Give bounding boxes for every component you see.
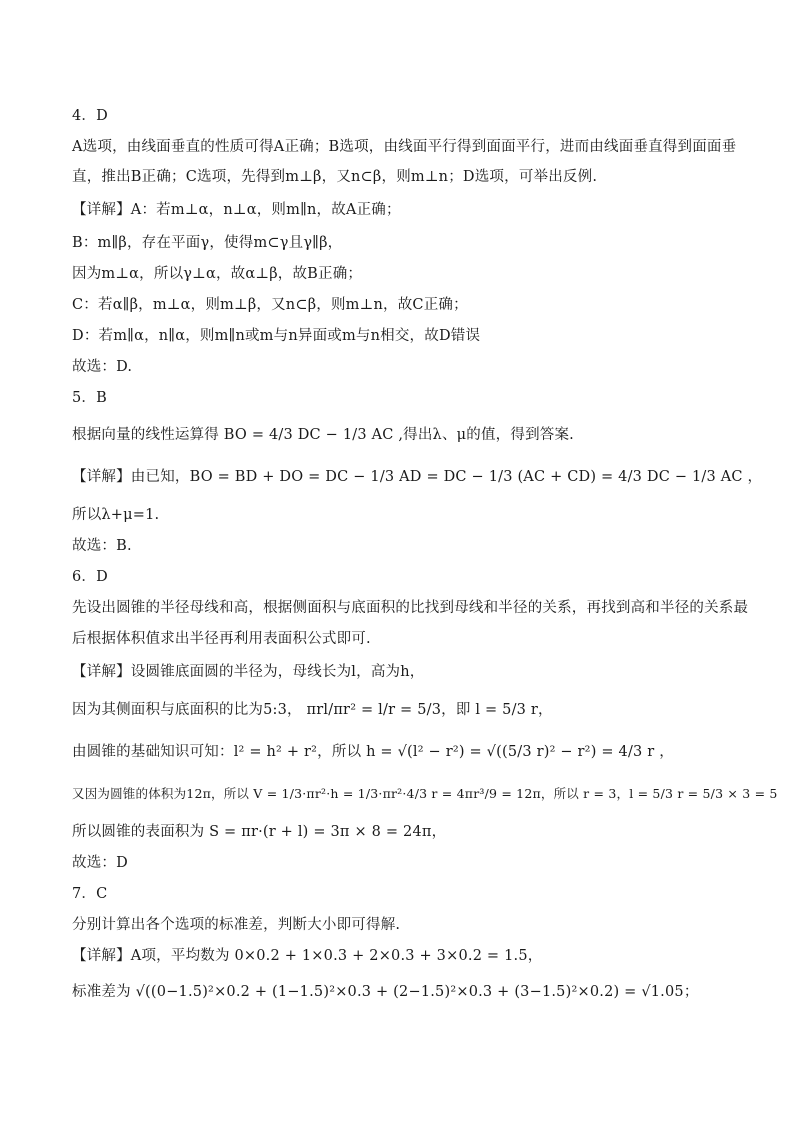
answer-5-heading: 5．B bbox=[72, 390, 107, 406]
answer-7-heading: 7．C bbox=[72, 886, 108, 902]
answer-7-analysis: 分别计算出各个选项的标准差，判断大小即可得解. bbox=[72, 917, 401, 933]
answer-5-result: 所以λ+μ=1. bbox=[72, 507, 160, 523]
answer-6-heading: 6．D bbox=[72, 569, 108, 585]
answer-4-detail-b-cont: 因为m⊥α，所以γ⊥α，故α⊥β，故B正确； bbox=[72, 266, 363, 282]
answer-6-detail-volume: 又因为圆锥的体积为12π，所以 V = 1/3·πr²·h = 1/3·πr²·4/3 r = 4πr³/9 = 12π，所以 r = 3，l = 5/3 r = 5/3 × 3 = 5 bbox=[72, 786, 778, 801]
answer-4-detail-c: C：若α∥β，m⊥α，则m⊥β，又n⊂β，则m⊥n，故C正确； bbox=[72, 297, 468, 313]
answer-7-detail-std: 标准差为 √((0−1.5)²×0.2 + (1−1.5)²×0.3 + (2−1.5)²×0.3 + (3−1.5)²×0.2) = √1.05； bbox=[72, 984, 699, 1000]
answer-4-heading: 4．D bbox=[72, 108, 108, 124]
answer-6-detail-ratio: 因为其侧面积与底面积的比为5:3， πrl/πr² = l/r = 5/3，即 l = 5/3 r， bbox=[72, 702, 553, 718]
answer-4-analysis-line-2: 直，推出B正确；C选项，先得到m⊥β，又n⊂β，则m⊥n；D选项，可举出反例. bbox=[72, 169, 598, 185]
answer-6-analysis-line-2: 后根据体积值求出半径再利用表面积公式即可. bbox=[72, 631, 371, 647]
answer-6-detail-height: 由圆锥的基础知识可知：l² = h² + r²，所以 h = √(l² − r²) = √((5/3 r)² − r²) = 4/3 r ， bbox=[72, 744, 674, 760]
answer-4-analysis-line-1: A选项，由线面垂直的性质可得A正确；B选项，由线面平行得到面面平行，进而由线面垂直得到面面垂 bbox=[72, 139, 737, 155]
answer-4-detail-a: 【详解】A：若m⊥α，n⊥α，则m∥n，故A正确； bbox=[72, 202, 401, 218]
answer-5-choice: 故选：B. bbox=[72, 538, 132, 554]
answer-6-detail-setup: 【详解】设圆锥底面圆的半径为，母线长为l，高为h， bbox=[72, 664, 425, 680]
answer-4-detail-d: D：若m∥α，n∥α，则m∥n或m与n异面或m与n相交，故D错误 bbox=[72, 328, 481, 344]
answer-6-detail-surface: 所以圆锥的表面积为 S = πr·(r + l) = 3π × 8 = 24π， bbox=[72, 824, 447, 840]
answer-6-choice: 故选：D bbox=[72, 855, 128, 871]
answer-6-analysis-line-1: 先设出圆锥的半径母线和高，根据侧面积与底面积的比找到母线和半径的关系，再找到高和半径的关系最 bbox=[72, 600, 749, 616]
answer-7-detail-mean: 【详解】A项，平均数为 0×0.2 + 1×0.3 + 2×0.3 + 3×0.2 = 1.5， bbox=[72, 948, 543, 964]
answer-4-choice: 故选：D. bbox=[72, 359, 133, 375]
answer-5-analysis: 根据向量的线性运算得 BO = 4/3 DC − 1/3 AC ,得出λ、μ的值，得到答案. bbox=[72, 427, 574, 443]
answer-4-detail-b: B：m∥β，存在平面γ，使得m⊂γ且γ∥β， bbox=[72, 235, 343, 251]
answer-5-detail: 【详解】由已知，BO = BD + DO = DC − 1/3 AD = DC − 1/3 (AC + CD) = 4/3 DC − 1/3 AC ， bbox=[72, 469, 763, 485]
